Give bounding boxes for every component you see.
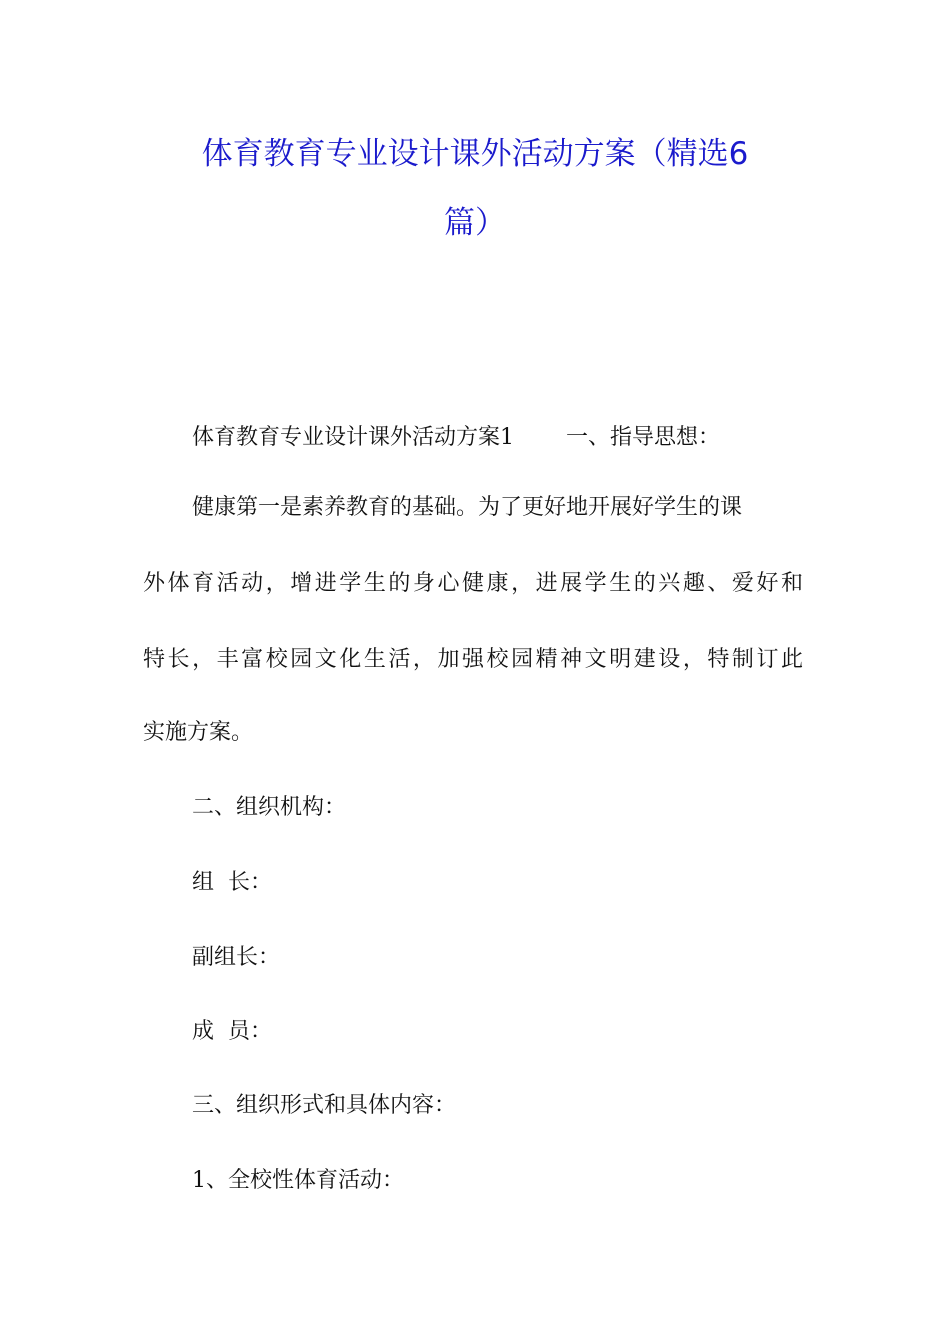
section1-title: 一、指导思想：: [566, 425, 721, 450]
paragraph1-line3: 特长，丰富校园文化生活，加强校园精神文明建设，特制订此: [143, 647, 803, 672]
document-title-line2: 篇）: [444, 205, 506, 241]
document-title-line1: 体育教育专业设计课外活动方案（精选6: [201, 136, 749, 172]
section-heading-row: [192, 423, 720, 453]
item1-title: 1、全校性体育活动：: [192, 1168, 404, 1193]
members-label: 成 员：: [192, 1019, 272, 1044]
vice-leader-label: 副组长：: [192, 945, 281, 970]
paragraph1-line1: 健康第一是素养教育的基础。为了更好地开展好学生的课: [192, 495, 743, 520]
paragraph1-line4: 实施方案。: [143, 720, 254, 745]
section3-title: 三、组织形式和具体内容：: [192, 1093, 457, 1118]
section2-title: 二、组织机构：: [192, 795, 347, 820]
paragraph1-line2: 外体育活动，增进学生的身心健康，进展学生的兴趣、爱好和: [143, 571, 803, 596]
plan-heading: 体育教育专业设计课外活动方案1: [192, 425, 514, 450]
leader-label: 组 长：: [192, 870, 272, 895]
